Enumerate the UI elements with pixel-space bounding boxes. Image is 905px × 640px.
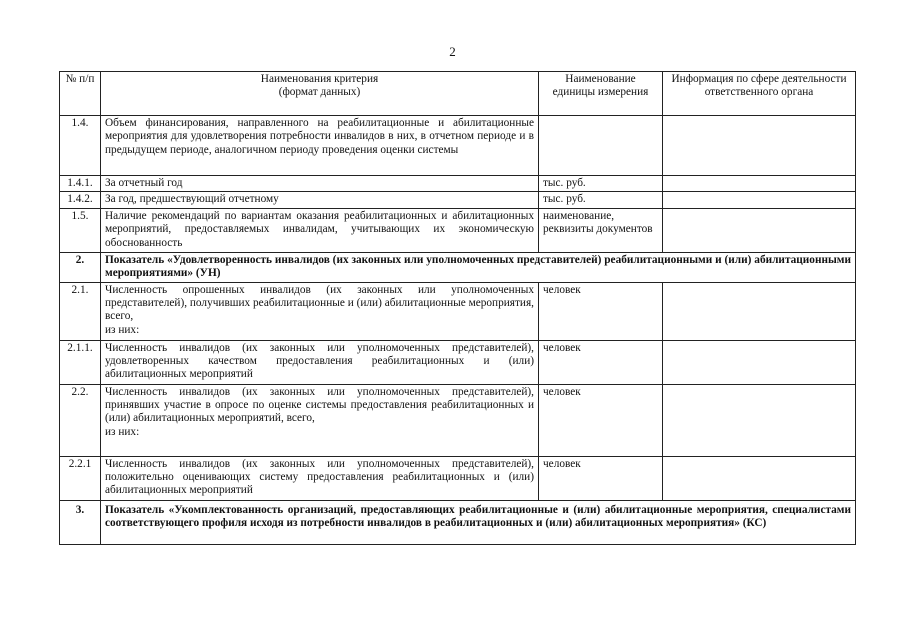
row-info (663, 340, 856, 384)
row-criterion: Объем финансирования, направленного на реабилитационные и абилитационные мероприятия для удовлетворения потребности инвалидов в них, в отчетном периоде и в предыдущем периоде, аналогичном периоду проведения оценки системы (101, 116, 539, 176)
row-info (663, 384, 856, 456)
table-row (60, 282, 856, 340)
table-header-row (60, 72, 856, 116)
section-number: 3. (60, 500, 101, 544)
row-number: 1.4.1. (60, 176, 101, 192)
row-info (663, 192, 856, 208)
row-number: 1.4. (60, 116, 101, 176)
row-number: 2.1. (60, 282, 101, 340)
row-unit: человек (539, 456, 663, 500)
section-title: Показатель «Укомплектованность организаций, предоставляющих реабилитационные и (или) абилитационные мероприятия, специалистами соответствующего профиля исходя из потребности инвалидов в реабилитационных и (или) абилитационных мероприятия» (КС) (101, 500, 856, 544)
row-number: 2.1.1. (60, 340, 101, 384)
row-unit: человек (539, 340, 663, 384)
row-criterion (101, 384, 539, 456)
row-info (663, 116, 856, 176)
table-row (60, 116, 856, 176)
section-row (60, 500, 856, 544)
row-unit: человек (539, 282, 663, 340)
section-number: 2. (60, 252, 101, 282)
section-title: Показатель «Удовлетворенность инвалидов (их законных или уполномоченных представителей) реабилитационными и (или) абилитационными мероприятиями» (УН) (101, 252, 856, 282)
row-unit (539, 116, 663, 176)
header-info: Информация по сфере деятельности ответственного органа (663, 72, 856, 116)
row-criterion: Наличие рекомендаций по вариантам оказания реабилитационных и абилитационных мероприятий, предоставляемых инвалидам, учитывающих их экономическую обоснованность (101, 208, 539, 252)
table-row (60, 176, 856, 192)
row-criterion: За год, предшествующий отчетному (101, 192, 539, 208)
row-criterion: Численность инвалидов (их законных или уполномоченных представителей), положительно оценивающих систему предоставления реабилитационных и (или) абилитационных мероприятий (101, 456, 539, 500)
row-criterion-text: Численность инвалидов (их законных или уполномоченных представителей), принявших участие в опросе по оценке системы предоставления реабилитационных и (или) абилитационных мероприятий, всего, (105, 385, 534, 425)
header-unit: Наименование единицы измерения (539, 72, 663, 116)
row-number: 2.2. (60, 384, 101, 456)
row-criterion: За отчетный год (101, 176, 539, 192)
row-info (663, 176, 856, 192)
table-row (60, 192, 856, 208)
row-criterion: Численность инвалидов (их законных или уполномоченных представителей), удовлетворенных качеством предоставления реабилитационных и (или) абилитационных мероприятий (101, 340, 539, 384)
header-name-line2: (формат данных) (278, 86, 361, 99)
table-row (60, 456, 856, 500)
header-name-line1: Наименования критерия (260, 73, 379, 85)
row-info (663, 208, 856, 252)
row-number: 1.4.2. (60, 192, 101, 208)
row-unit: наименование, реквизиты документов (539, 208, 663, 252)
header-name (101, 72, 539, 116)
row-number: 1.5. (60, 208, 101, 252)
row-criterion-text: Численность опрошенных инвалидов (их законных или уполномоченных представителей), получивших реабилитационные и (или) абилитационные мероприятия, всего, (105, 283, 534, 323)
criteria-table (59, 71, 856, 545)
row-unit: тыс. руб. (539, 192, 663, 208)
table-row (60, 340, 856, 384)
section-row (60, 252, 856, 282)
page-number: 2 (449, 44, 456, 59)
row-info (663, 282, 856, 340)
row-number: 2.2.1 (60, 456, 101, 500)
table-row (60, 208, 856, 252)
row-unit: тыс. руб. (539, 176, 663, 192)
header-num: № п/п (60, 72, 101, 116)
row-criterion (101, 282, 539, 340)
row-criterion-suffix: из них: (105, 323, 140, 336)
table-row (60, 384, 856, 456)
row-unit: человек (539, 384, 663, 456)
row-criterion-suffix: из них: (105, 425, 140, 438)
row-info (663, 456, 856, 500)
